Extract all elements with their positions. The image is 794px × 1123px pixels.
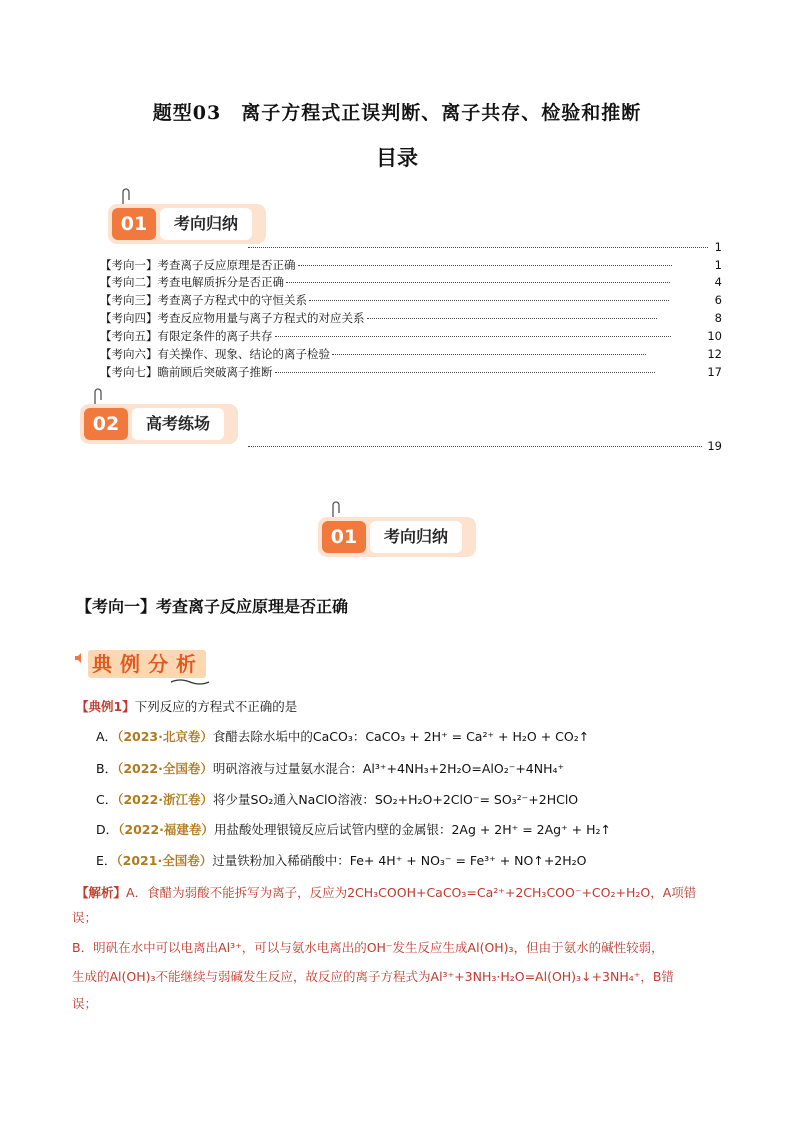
toc-badge-section-1[interactable]: [108, 204, 266, 244]
analysis-line: 误；: [72, 910, 98, 925]
option-letter: D．: [96, 822, 119, 837]
toc-row-section-1[interactable]: [246, 239, 722, 255]
toc-item-label: 【考向七】瞻前顾后突破离子推断: [100, 365, 273, 379]
option-letter: E．: [96, 853, 117, 868]
analysis-line: [76, 883, 696, 903]
toc-leader: [286, 282, 670, 283]
toc-item[interactable]: [100, 292, 722, 308]
toc-item[interactable]: [100, 257, 722, 273]
toc-page-number: 1: [714, 258, 722, 272]
option-b: [96, 759, 564, 779]
option-e: [96, 851, 587, 871]
toc-item-label: 【考向一】考查离子反应原理是否正确: [100, 258, 296, 272]
toc-page-number: 1: [714, 240, 722, 254]
toc-leader: [248, 446, 702, 447]
option-source: （2021·全国卷）: [116, 853, 213, 868]
analysis-line: B．明矾在水中可以电离出Al³⁺，可以与氨水电离出的OH⁻发生反应生成Al(OH)₃，但由于氨水的碱性较弱，: [72, 940, 664, 955]
badge-label: 考向归纳: [370, 521, 462, 553]
toc-item-label: 【考向二】考查电解质拆分是否正确: [100, 275, 284, 289]
analysis-text: A．食醋为弱酸不能拆写为离子，反应为2CH₃COOH+CaCO₃=Ca²⁺+2CH₃COO⁻+CO₂+H₂O，A项错: [126, 885, 697, 900]
toc-item-label: 【考向四】考查反应物用量与离子方程式的对应关系: [100, 311, 365, 325]
toc-leader: [309, 300, 669, 301]
option-text: 过量铁粉加入稀硝酸中：Fe+ 4H⁺ + NO₃⁻ = Fe³⁺ + NO↑+2H₂O: [212, 853, 587, 868]
toc-leader: [332, 354, 646, 355]
option-text: 将少量SO₂通入NaClO溶液：SO₂+H₂O+2ClO⁻= SO₃²⁻+2HClO: [213, 792, 579, 807]
option-text: 明矾溶液与过量氨水混合：Al³⁺+4NH₃+2H₂O=AlO₂⁻+4NH₄⁺: [212, 761, 565, 776]
example-tag: 【典例1】: [76, 699, 135, 714]
toc-badge-section-2[interactable]: [80, 404, 238, 444]
toc-leader: [275, 336, 671, 337]
toc-page-number: 19: [707, 439, 722, 453]
badge-number: 02: [84, 408, 128, 440]
toc-page-number: 6: [714, 293, 722, 307]
option-source: （2022·福建卷）: [118, 822, 214, 837]
underline-swirl-icon: [170, 678, 210, 686]
banner-text: 典例分析: [92, 652, 204, 676]
option-source: （2023·北京卷）: [117, 729, 213, 744]
example-question: [76, 697, 297, 717]
toc-item[interactable]: [100, 274, 722, 290]
toc-leader: [298, 265, 672, 266]
option-source: （2022·浙江卷）: [117, 792, 214, 807]
toc-item-label: 【考向五】有限定条件的离子共存: [100, 329, 273, 343]
toc-item[interactable]: [100, 328, 722, 344]
option-c: [96, 790, 578, 810]
analysis-line: 生成的Al(OH)₃不能继续与弱碱发生反应，故反应的离子方程式为Al³⁺+3NH₃·H₂O=Al(OH)₃↓+3NH₄⁺，B错: [72, 969, 674, 984]
toc-page-number: 12: [707, 347, 722, 361]
toc-item[interactable]: [100, 346, 722, 362]
toc-row-section-2[interactable]: [246, 438, 722, 454]
option-text: 用盐酸处理银镜反应后试管内壁的金属银：2Ag + 2H⁺ = 2Ag⁺ + H₂↑: [213, 822, 612, 837]
badge-label: 考向归纳: [160, 208, 252, 240]
analysis-line: 误；: [72, 996, 98, 1011]
option-a: [96, 727, 589, 747]
section-title: 【考向一】考查离子反应原理是否正确: [76, 597, 349, 616]
option-letter: C．: [96, 792, 118, 807]
toc-leader: [275, 372, 655, 373]
toc-page-number: 10: [707, 329, 722, 343]
toc-leader: [248, 247, 708, 248]
example-banner: [74, 648, 214, 688]
toc-item[interactable]: [100, 364, 722, 380]
option-text: 食醋去除水垢中的CaCO₃：CaCO₃ + 2H⁺ = Ca²⁺ + H₂O + CO₂↑: [212, 729, 590, 744]
toc-page-number: 4: [714, 275, 722, 289]
analysis-tag: 【解析】: [76, 885, 127, 900]
toc-page-number: 8: [714, 311, 722, 325]
speaker-icon: [74, 652, 86, 664]
badge-number: 01: [112, 208, 156, 240]
option-letter: A．: [96, 729, 118, 744]
option-source: （2022·全国卷）: [117, 761, 213, 776]
badge-number: 01: [322, 521, 366, 553]
document-title: 题型03 离子方程式正误判断、离子共存、检验和推断: [152, 102, 642, 124]
section-badge: [318, 517, 476, 557]
toc-item-label: 【考向六】有关操作、现象、结论的离子检验: [100, 347, 330, 361]
toc-item[interactable]: [100, 310, 722, 326]
toc-page-number: 17: [707, 365, 722, 379]
option-letter: B．: [96, 761, 118, 776]
toc-leader: [367, 318, 657, 319]
toc-heading: 目录: [376, 146, 418, 170]
badge-label: 高考练场: [132, 408, 224, 440]
toc-item-label: 【考向三】考查离子方程式中的守恒关系: [100, 293, 307, 307]
option-d: [96, 820, 611, 840]
question-text: 下列反应的方程式不正确的是: [134, 699, 298, 714]
